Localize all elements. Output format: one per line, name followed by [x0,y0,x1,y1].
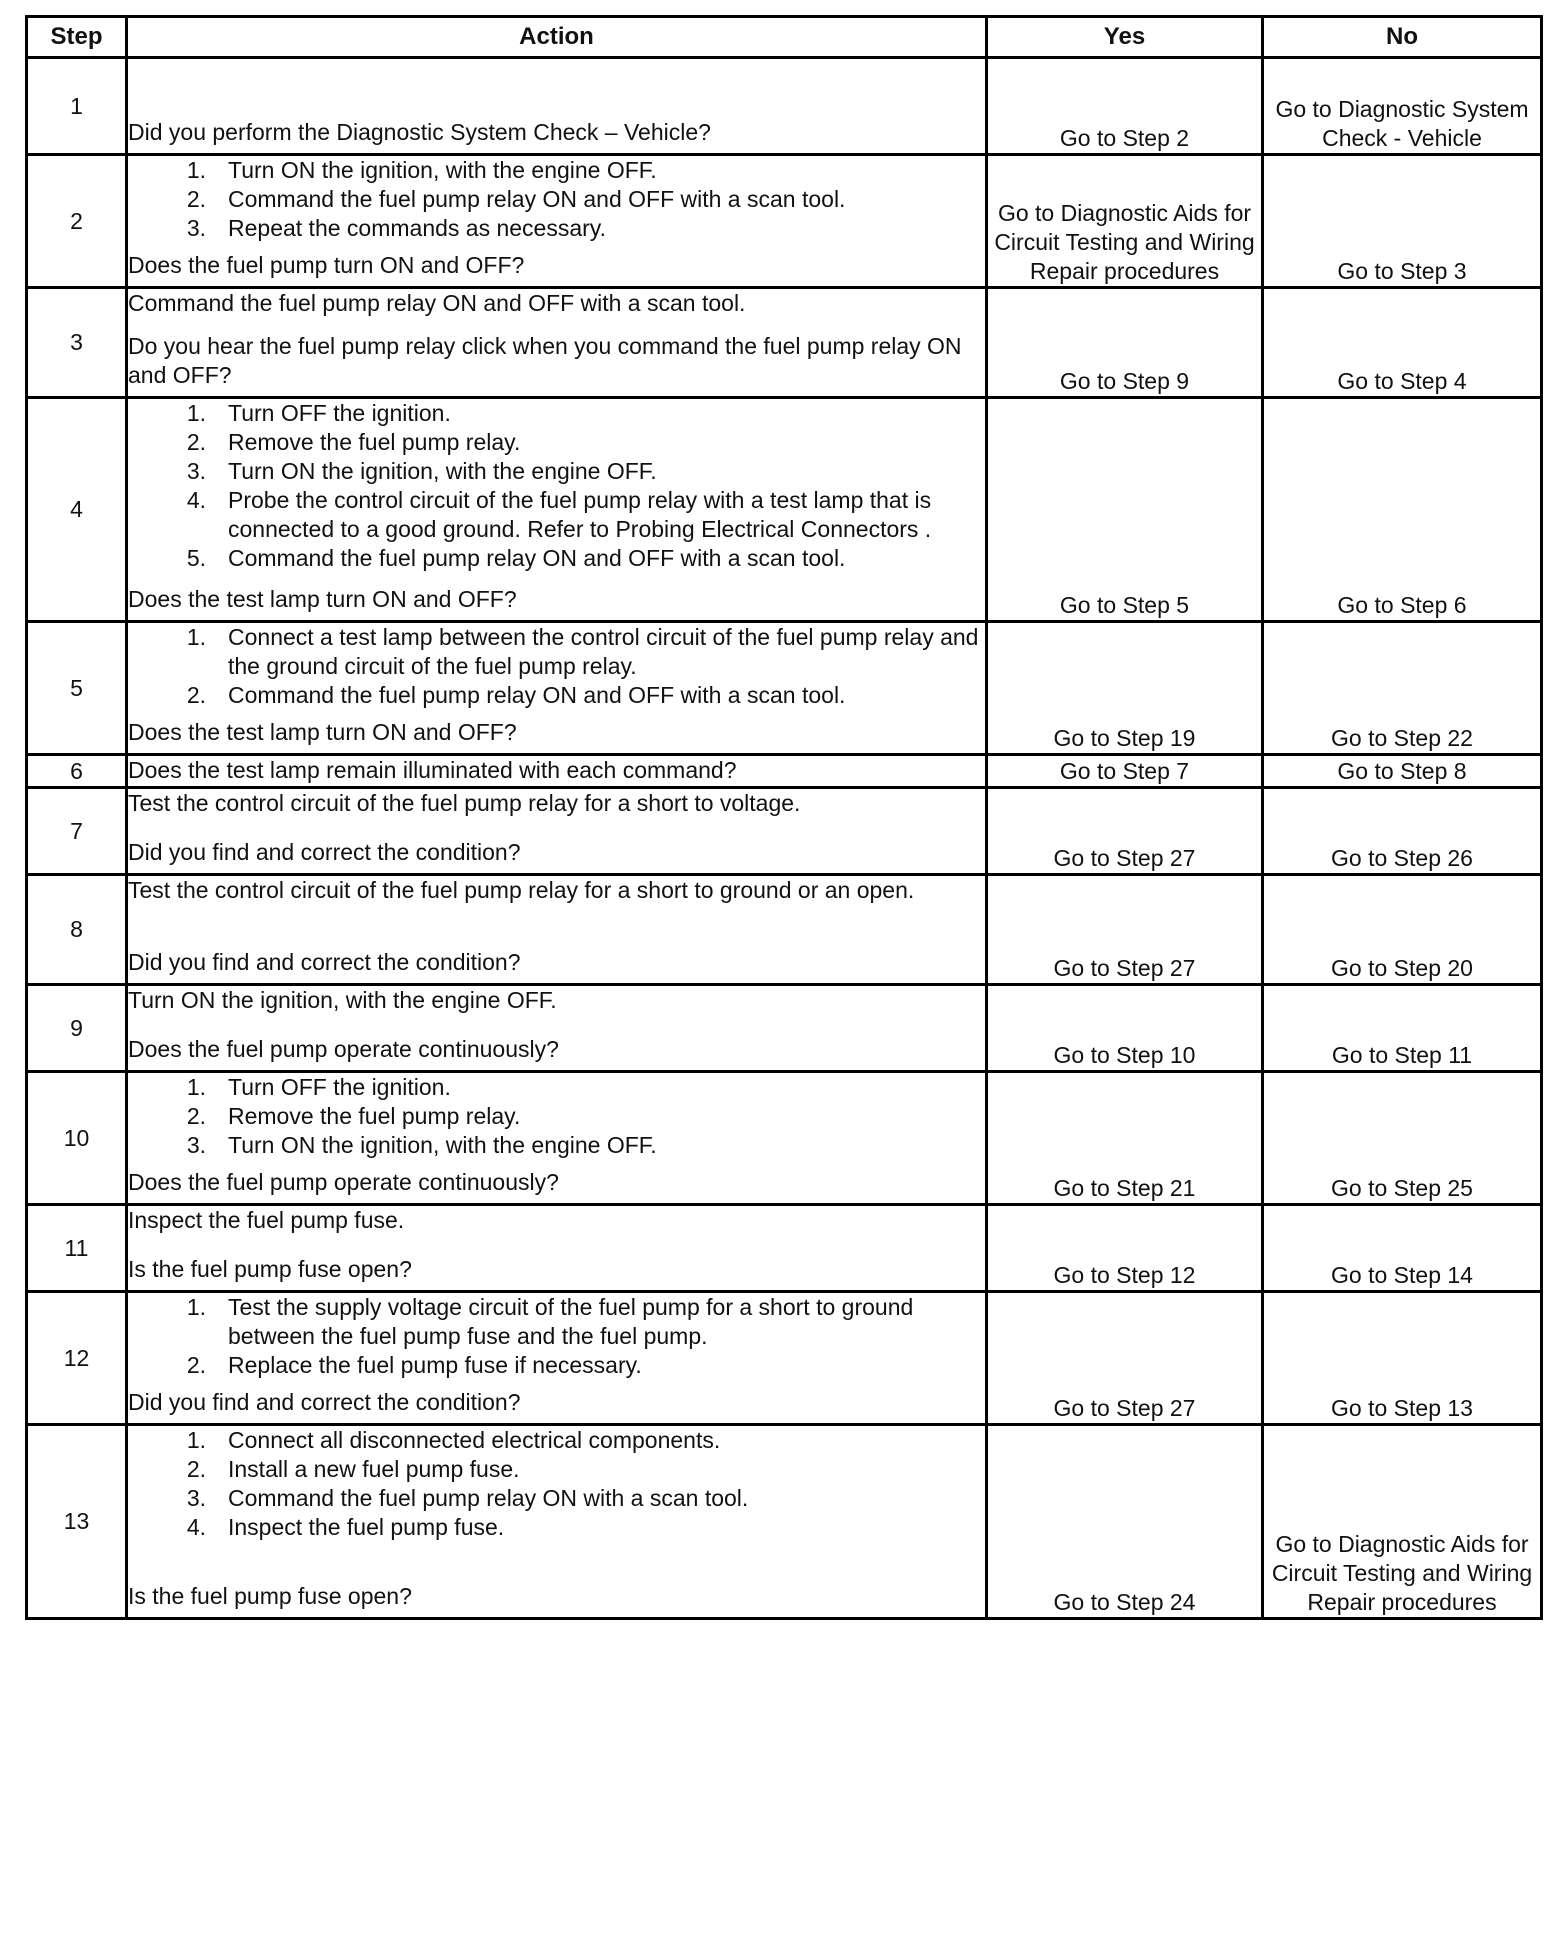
action-content [128,59,985,147]
action-question: Do you hear the fuel pump relay click when you command the fuel pump relay ON and OFF? [128,333,962,388]
action-content [128,156,985,280]
action-instructions [128,1073,985,1160]
procedure-step-text: Probe the control circuit of the fuel pump relay with a test lamp that is connected to a good ground. Refer to Probing Electrical Connectors . [228,487,932,542]
no-result: Go to Step 4 [1263,288,1542,398]
action-content [128,876,985,977]
procedure-step-number: 2. [186,1352,206,1378]
step-number: 10 [27,1072,127,1205]
procedure-step-text: Connect all disconnected electrical components. [228,1427,721,1453]
procedure-step-number: 3. [186,1132,206,1158]
diagnostic-document [25,15,1540,1620]
no-result: Go to Step 11 [1263,985,1542,1072]
no-result: Go to Step 22 [1263,622,1542,755]
action-instructions [128,789,985,818]
procedure-step-number: 2. [186,186,206,212]
step-number: 13 [27,1425,127,1619]
table-row [27,58,1542,155]
yes-result: Go to Step 2 [987,58,1263,155]
procedure-step [128,1073,985,1102]
step-number: 11 [27,1205,127,1292]
action-cell [127,875,987,985]
yes-result: Go to Step 21 [987,1072,1263,1205]
table-row [27,398,1542,622]
procedure-step-number: 1. [186,1294,206,1320]
procedure-step [128,457,985,486]
procedure-step-number: 3. [186,215,206,241]
procedure-step [128,1131,985,1160]
table-row [27,1425,1542,1619]
action-question: Did you find and correct the condition? [128,1389,521,1415]
procedure-step [128,544,985,573]
action-instructions [128,289,985,318]
action-cell [127,755,987,788]
yes-result: Go to Step 24 [987,1425,1263,1619]
action-question: Is the fuel pump fuse open? [128,1583,412,1609]
procedure-step-number: 4. [186,1514,206,1540]
table-header-row [27,17,1542,58]
step-number: 1 [27,58,127,155]
action-content [128,1206,985,1284]
action-question: Does the test lamp remain illuminated with each command? [128,757,737,783]
procedure-step-text: Remove the fuel pump relay. [228,429,521,455]
step-number: 6 [27,755,127,788]
action-content [128,1426,985,1611]
procedure-list [128,1073,985,1160]
procedure-step [128,428,985,457]
procedure-step-text: Test the supply voltage circuit of the fuel pump for a short to ground between the fuel pump fuse and the fuel pump. [228,1294,914,1349]
no-result: Go to Step 8 [1263,755,1542,788]
action-instructions [128,623,985,710]
action-instructions [128,1426,985,1542]
action-intro: Inspect the fuel pump fuse. [128,1207,405,1233]
procedure-step-text: Command the fuel pump relay ON and OFF with a scan tool. [228,545,846,571]
procedure-step-text: Replace the fuel pump fuse if necessary. [228,1352,642,1378]
procedure-step [128,1484,985,1513]
table-row [27,288,1542,398]
procedure-step-text: Turn ON the ignition, with the engine OFF. [228,157,657,183]
action-intro: Command the fuel pump relay ON and OFF with a scan tool. [128,290,746,316]
yes-result: Go to Step 10 [987,985,1263,1072]
no-result: Go to Step 25 [1263,1072,1542,1205]
yes-result: Go to Step 19 [987,622,1263,755]
procedure-step-number: 1. [186,400,206,426]
action-instructions [128,876,985,905]
procedure-step [128,1293,985,1351]
action-content [128,1073,985,1197]
table-row [27,1205,1542,1292]
header-step: Step [27,17,127,58]
action-instructions [128,399,985,573]
procedure-step [128,681,985,710]
step-number: 12 [27,1292,127,1425]
procedure-step-text: Install a new fuel pump fuse. [228,1456,520,1482]
no-result: Go to Step 6 [1263,398,1542,622]
procedure-step [128,214,985,243]
no-result: Go to Step 26 [1263,788,1542,875]
table-row [27,1072,1542,1205]
procedure-step-text: Turn OFF the ignition. [228,1074,451,1100]
diagnostic-table [25,15,1543,1620]
action-instructions [128,986,985,1015]
action-content [128,1293,985,1417]
procedure-list [128,623,985,710]
action-content [128,289,985,390]
procedure-step-number: 1. [186,1074,206,1100]
action-content [128,789,985,867]
procedure-step-text: Connect a test lamp between the control circuit of the fuel pump relay and the ground circuit of the fuel pump relay. [228,624,979,679]
procedure-step-text: Turn ON the ignition, with the engine OFF. [228,458,657,484]
step-number: 5 [27,622,127,755]
action-cell [127,1072,987,1205]
action-question: Does the test lamp turn ON and OFF? [128,719,517,745]
action-question: Did you perform the Diagnostic System Check – Vehicle? [128,119,711,145]
table-row [27,155,1542,288]
action-instructions [128,1293,985,1380]
procedure-step-text: Turn ON the ignition, with the engine OFF. [228,1132,657,1158]
action-cell [127,1292,987,1425]
action-intro: Turn ON the ignition, with the engine OFF. [128,987,557,1013]
action-question: Is the fuel pump fuse open? [128,1256,412,1282]
step-number: 2 [27,155,127,288]
action-cell [127,1425,987,1619]
table-row [27,755,1542,788]
yes-result: Go to Diagnostic Aids for Circuit Testing and Wiring Repair procedures [987,155,1263,288]
procedure-step-number: 1. [186,1427,206,1453]
action-cell [127,288,987,398]
procedure-list [128,156,985,243]
table-row [27,1292,1542,1425]
action-content [128,399,985,614]
procedure-list [128,399,985,573]
no-result: Go to Diagnostic System Check - Vehicle [1263,58,1542,155]
procedure-step-text: Command the fuel pump relay ON and OFF with a scan tool. [228,186,846,212]
step-number: 7 [27,788,127,875]
procedure-step-number: 2. [186,1456,206,1482]
action-cell [127,622,987,755]
no-result: Go to Diagnostic Aids for Circuit Testing and Wiring Repair procedures [1263,1425,1542,1619]
procedure-step [128,623,985,681]
yes-result: Go to Step 27 [987,788,1263,875]
procedure-step [128,399,985,428]
action-cell [127,155,987,288]
no-result: Go to Step 3 [1263,155,1542,288]
action-intro: Test the control circuit of the fuel pump relay for a short to voltage. [128,790,801,816]
table-row [27,875,1542,985]
action-question: Does the fuel pump operate continuously? [128,1169,559,1195]
action-instructions [128,1206,985,1235]
action-cell [127,58,987,155]
action-cell [127,788,987,875]
procedure-step-number: 3. [186,1485,206,1511]
yes-result: Go to Step 27 [987,1292,1263,1425]
procedure-step-text: Inspect the fuel pump fuse. [228,1514,505,1540]
action-content [128,756,985,783]
procedure-step [128,1513,985,1542]
action-content [128,623,985,747]
yes-result: Go to Step 5 [987,398,1263,622]
procedure-step [128,1102,985,1131]
no-result: Go to Step 13 [1263,1292,1542,1425]
yes-result: Go to Step 27 [987,875,1263,985]
procedure-step [128,1351,985,1380]
procedure-step [128,1455,985,1484]
action-question: Did you find and correct the condition? [128,839,521,865]
step-number: 8 [27,875,127,985]
procedure-step-text: Command the fuel pump relay ON and OFF with a scan tool. [228,682,846,708]
table-row [27,985,1542,1072]
procedure-list [128,1293,985,1380]
procedure-step-number: 1. [186,624,206,650]
procedure-step-number: 2. [186,429,206,455]
procedure-step-number: 3. [186,458,206,484]
action-question: Does the test lamp turn ON and OFF? [128,586,517,612]
procedure-step-text: Remove the fuel pump relay. [228,1103,521,1129]
action-question: Did you find and correct the condition? [128,949,521,975]
procedure-list [128,1426,985,1542]
step-number: 4 [27,398,127,622]
action-instructions [128,156,985,243]
procedure-step-number: 2. [186,1103,206,1129]
no-result: Go to Step 20 [1263,875,1542,985]
procedure-step-text: Command the fuel pump relay ON with a scan tool. [228,1485,749,1511]
procedure-step-number: 5. [186,545,206,571]
action-question: Does the fuel pump operate continuously? [128,1036,559,1062]
header-yes: Yes [987,17,1263,58]
no-result: Go to Step 14 [1263,1205,1542,1292]
procedure-step-text: Repeat the commands as necessary. [228,215,606,241]
action-content [128,986,985,1064]
action-question: Does the fuel pump turn ON and OFF? [128,252,525,278]
action-cell [127,1205,987,1292]
step-number: 3 [27,288,127,398]
step-number: 9 [27,985,127,1072]
header-action: Action [127,17,987,58]
procedure-step [128,1426,985,1455]
procedure-step [128,156,985,185]
action-cell [127,985,987,1072]
table-row [27,788,1542,875]
procedure-step-number: 2. [186,682,206,708]
procedure-step [128,185,985,214]
table-body [27,58,1542,1619]
yes-result: Go to Step 9 [987,288,1263,398]
action-intro: Test the control circuit of the fuel pump relay for a short to ground or an open. [128,877,915,903]
yes-result: Go to Step 12 [987,1205,1263,1292]
yes-result: Go to Step 7 [987,755,1263,788]
procedure-step-text: Turn OFF the ignition. [228,400,451,426]
procedure-step-number: 4. [186,487,206,513]
table-row [27,622,1542,755]
header-no: No [1263,17,1542,58]
procedure-step [128,486,985,544]
action-cell [127,398,987,622]
procedure-step-number: 1. [186,157,206,183]
